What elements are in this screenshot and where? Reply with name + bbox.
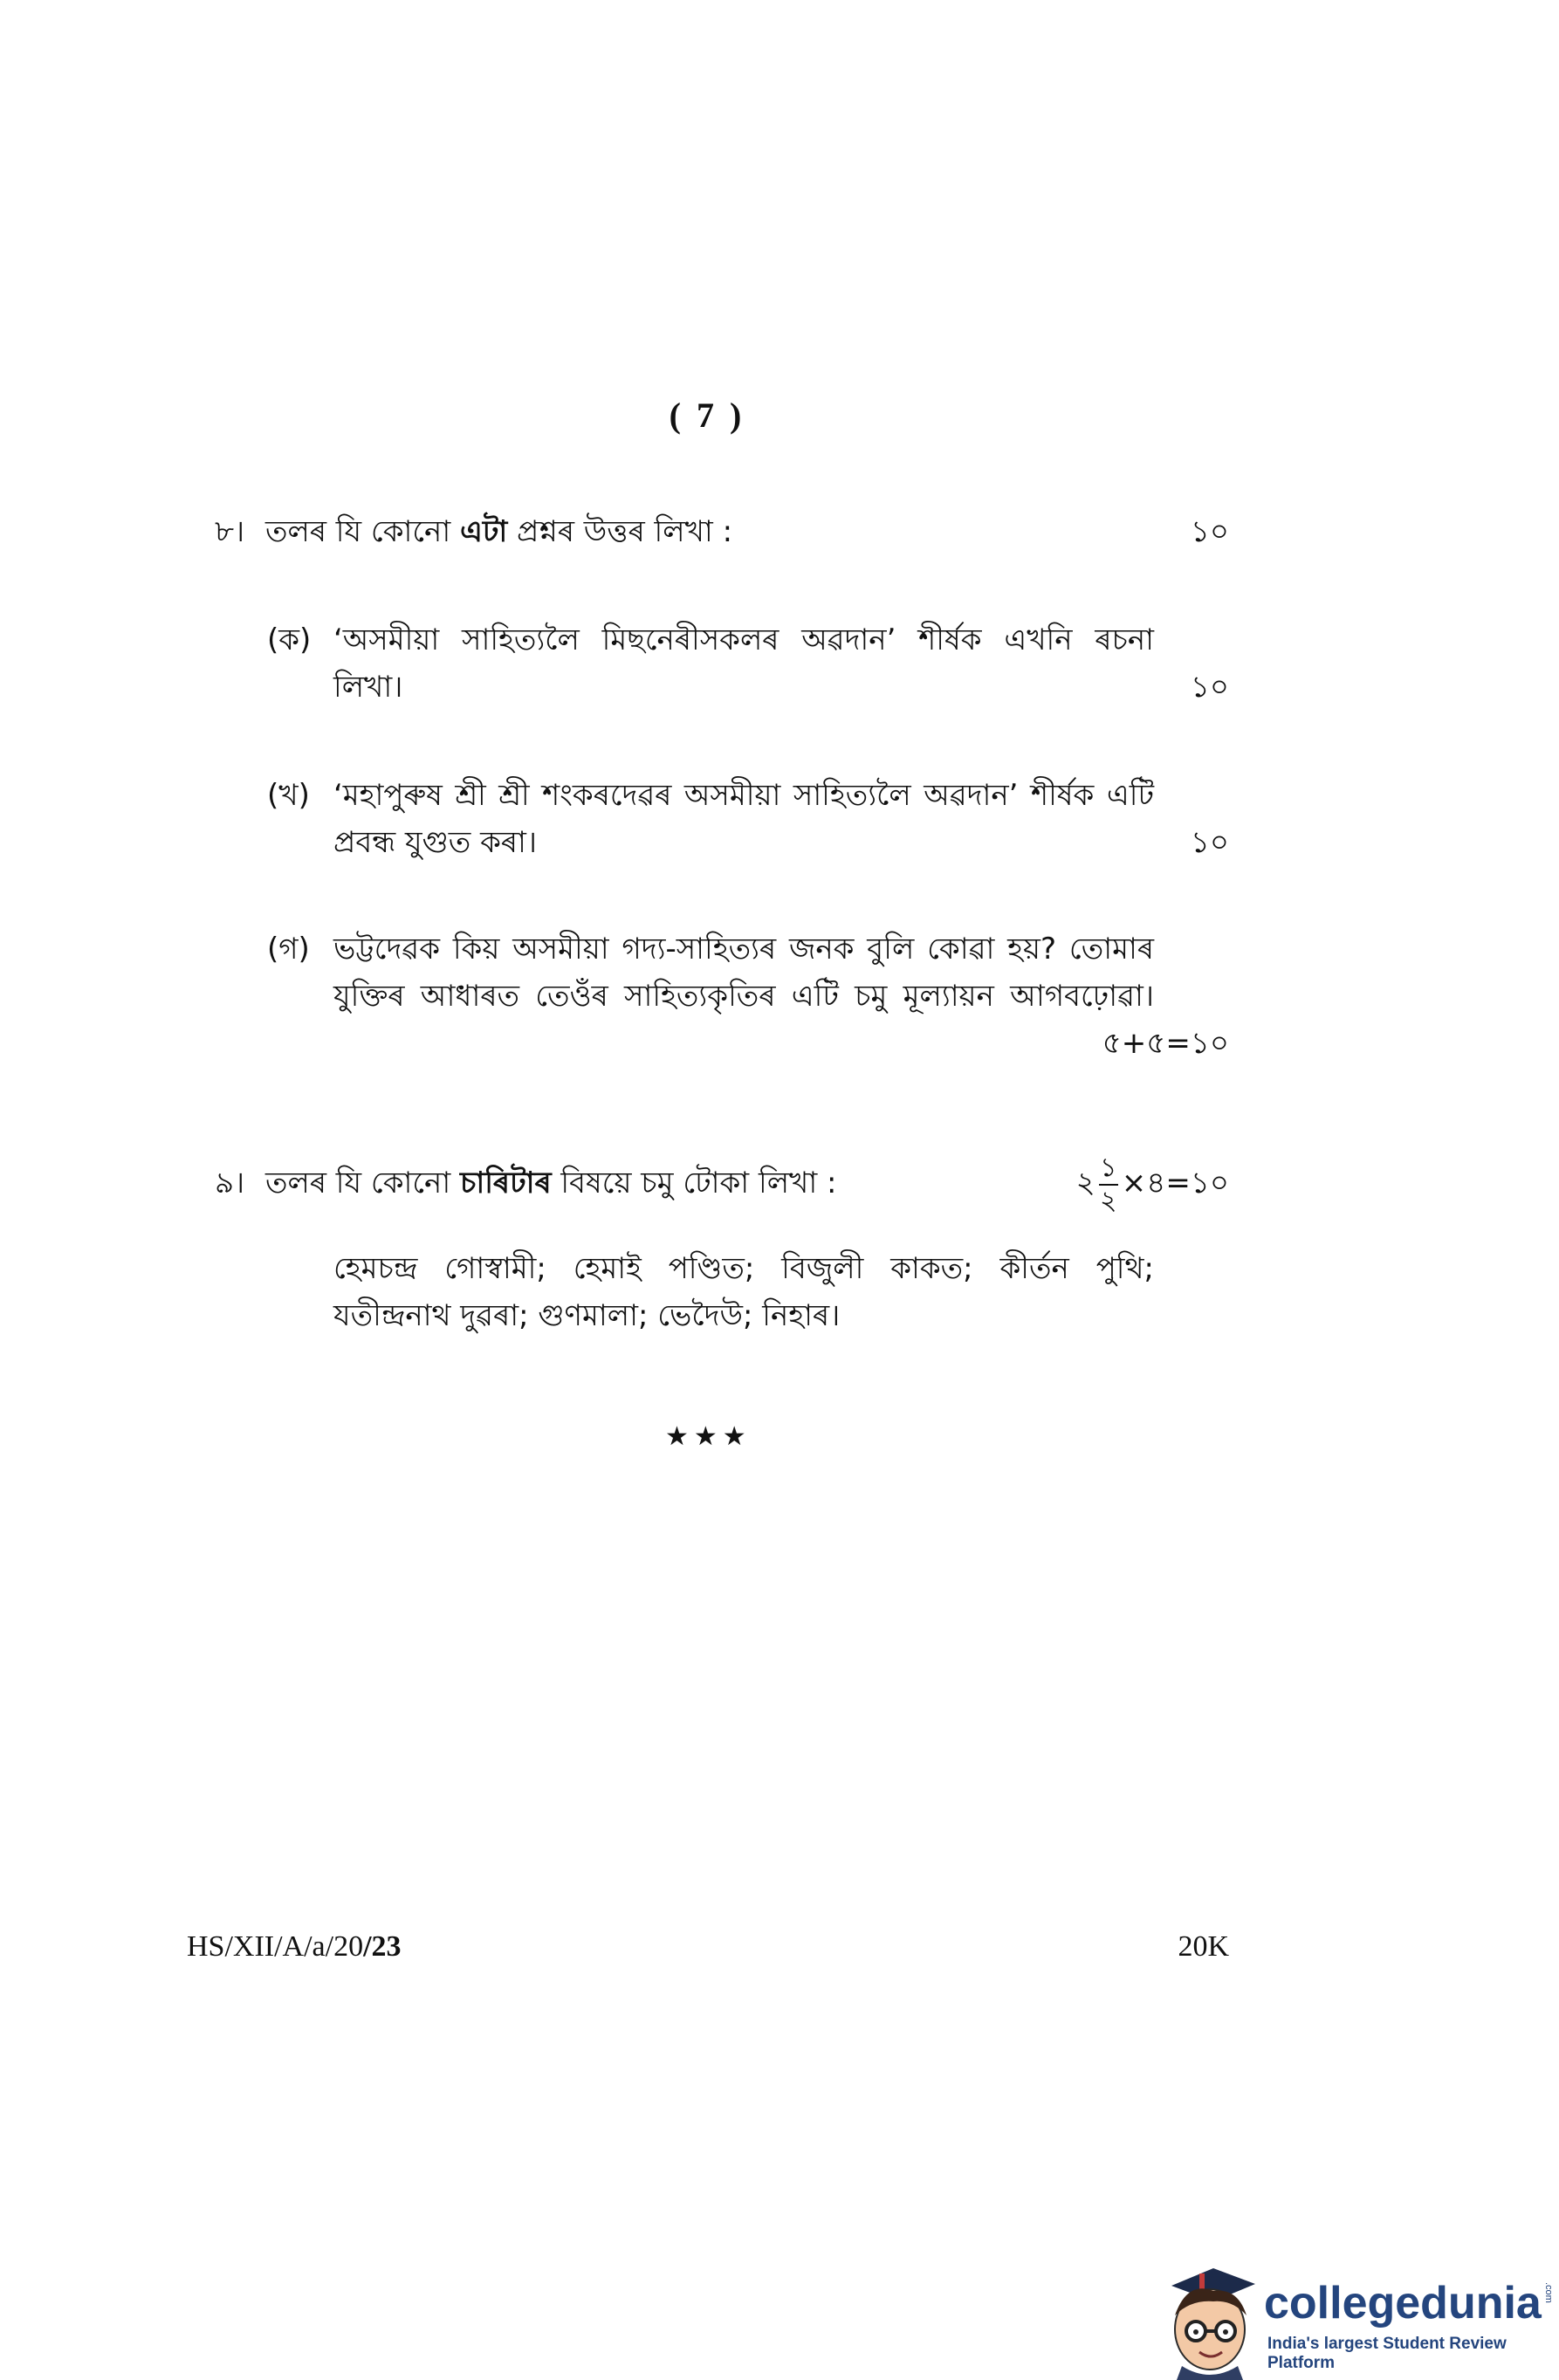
q8-part-text: যুক্তিৰ আধাৰত তেওঁৰ সাহিত্যকৃতিৰ এটি চমু মূল্যায়ন আগবঢ়োৱা। — [333, 979, 1154, 1014]
page-number: ( 7 ) — [669, 396, 745, 435]
q8-part-marks: ১০ — [1190, 825, 1229, 860]
q8-part-text: ভট্টদেৱক কিয় অসমীয়া গদ্য-সাহিত্যৰ জনক বুলি কোৱা হয়? তোমাৰ — [333, 932, 1154, 966]
q9-marks: ২ $\frac{১}{২}$ ×৪=১০ — [1075, 1152, 1229, 1216]
q9-number: ৯। — [215, 1166, 245, 1200]
q9-instruction: তলৰ যি কোনো চাৰিটাৰ বিষয়ে চমু টোকা লিখা : — [265, 1166, 837, 1200]
q8-part-marks: ৫+৫=১০ — [1102, 1026, 1229, 1061]
print-quantity: 20K — [1178, 1930, 1229, 1963]
q9-topics: হেমচন্দ্ৰ গোস্বামী; হেমাই পণ্ডিত; বিজুলী কাকত; কীৰ্তন পুথি; — [333, 1251, 1154, 1286]
q8-part-text: ‘মহাপুৰুষ শ্ৰী শ্ৰী শংকৰদেৱৰ অসমীয়া সাহিত্যলৈ অৱদান’ শীৰ্ষক এটি — [333, 778, 1154, 813]
q9-topics: যতীন্দ্ৰনাথ দুৱৰা; গুণমালা; ভেদৈউ; নিহাৰ। — [333, 1298, 841, 1333]
brand-name: collegedunia — [1264, 2278, 1542, 2328]
q8-part-marks: ১০ — [1190, 670, 1229, 705]
paper-code: HS/XII/A/a/20/23 — [187, 1930, 402, 1963]
student-mascot-icon — [1152, 2261, 1260, 2380]
q8-instruction: তলৰ যি কোনো এটা প্ৰশ্নৰ উত্তৰ লিখা : — [265, 514, 733, 549]
brand-tagline: India's largest Student Review Platform — [1267, 2335, 1507, 2372]
brand-domain-suffix: .com — [1543, 2282, 1554, 2303]
q8-number: ৮। — [215, 514, 245, 549]
q8-part-label: (ক) — [267, 623, 312, 657]
q8-marks: ১০ — [1190, 514, 1229, 549]
q9-marks-fraction: $\frac{১}{২}$ — [1100, 1152, 1117, 1216]
collegedunia-watermark — [1152, 2254, 1559, 2380]
q8-part-label: (গ) — [267, 932, 310, 966]
end-of-paper-marker: ★★★ — [665, 1421, 752, 1452]
q8-part-text: ‘অসমীয়া সাহিত্যলৈ মিছনেৰীসকলৰ অৱদান’ শীৰ্ষক এখনি ৰচনা — [333, 623, 1154, 657]
q8-part-text: লিখা। — [333, 670, 403, 705]
q8-part-text: প্ৰবন্ধ যুগুত কৰা। — [333, 825, 538, 860]
q8-part-label: (খ) — [267, 778, 310, 813]
